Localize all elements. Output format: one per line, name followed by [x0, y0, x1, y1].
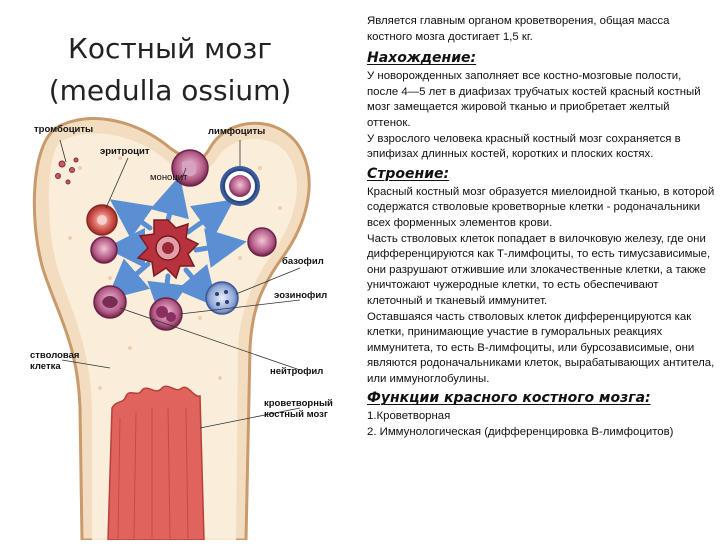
- eosinophil-cell: [150, 298, 182, 330]
- lymphocyte-cell: [220, 166, 260, 206]
- title-line-2: (medulla ossium): [48, 74, 292, 107]
- label-lymphocytes: лимфоциты: [208, 126, 266, 137]
- functions-heading: Функции красного костного мозга:: [367, 390, 651, 407]
- slide-title: [20, 28, 320, 112]
- location-heading: Нахождение:: [367, 50, 477, 67]
- neutrophil-cell: [94, 286, 126, 318]
- function-item-2: 2. Иммунологическая (дифференцировка В-лимфоцитов): [367, 426, 674, 439]
- bone-marrow-illustration: [0, 108, 350, 540]
- structure-heading: Строение:: [367, 165, 450, 182]
- erythrocyte-cell: [87, 205, 117, 235]
- label-neutrophil: нейтрофил: [270, 366, 324, 377]
- label-stem-cell: [30, 350, 79, 372]
- label-marrow: [264, 398, 333, 420]
- intro-paragraph: Является главным органом кроветворения, общая масса костного мозга достигает 1,5 кг.: [367, 15, 670, 43]
- structure-paragraph-3: Оставшаяся часть стволовых клеток дифференцируются как клетки, принимающие участие в гуморальных реакциях иммунитета, то есть В-лимфоциты, или бурсозависимые, они являются родоначальниками клеток, вырабатывающих антитела, или иммуноглобулины.: [367, 310, 715, 385]
- text-column: [367, 14, 715, 441]
- title-line-1: Костный мозг: [67, 32, 273, 65]
- label-monocyte: моноцит: [150, 172, 188, 183]
- label-eosinophil: эозинофил: [274, 290, 328, 301]
- label-erythrocyte: эритроцит: [100, 146, 150, 157]
- function-item-1: 1.Кроветворная: [367, 410, 451, 423]
- granulocyte-cell: [91, 237, 117, 263]
- label-stem-cell-line-2: клетка: [30, 361, 61, 372]
- location-paragraph-1: У новорожденных заполняет все костно-мозговые полости, после 4—5 лет в диафизах трубчатых костей красный костный мозг замещается жировой тканью и приобретает желтый оттенок.: [367, 70, 701, 129]
- red-marrow: [108, 386, 204, 540]
- label-basophil: базофил: [282, 256, 324, 267]
- structure-paragraph-2: Часть стволовых клеток попадает в вилочковую железу, где они дифференцируются как Т-лимфоциты, то есть тимусзависимые, они разрушают отжившие или злокачественные клетки, а также уничтожают чужеродные клетки, то есть обеспечивают клеточный и тканевый иммунитет.: [367, 232, 711, 307]
- structure-paragraph-1: Красный костный мозг образуется миелоидной тканью, в которой содержатся стволовые кроветворные клетки - родоначальники всех форменных элементов крови.: [367, 185, 715, 229]
- location-paragraph-2: У взрослого человека красный костный мозг сохраняется в эпифизах длинных костей, коротких и плоских костях.: [367, 132, 681, 161]
- label-thrombocytes: тромбоциты: [34, 124, 94, 135]
- label-marrow-line-2: костный мозг: [264, 409, 328, 420]
- label-stem-cell-line-1: стволовая: [30, 350, 80, 361]
- lymphocyte-cell-2: [248, 228, 276, 256]
- label-marrow-line-1: кроветворный: [264, 398, 333, 409]
